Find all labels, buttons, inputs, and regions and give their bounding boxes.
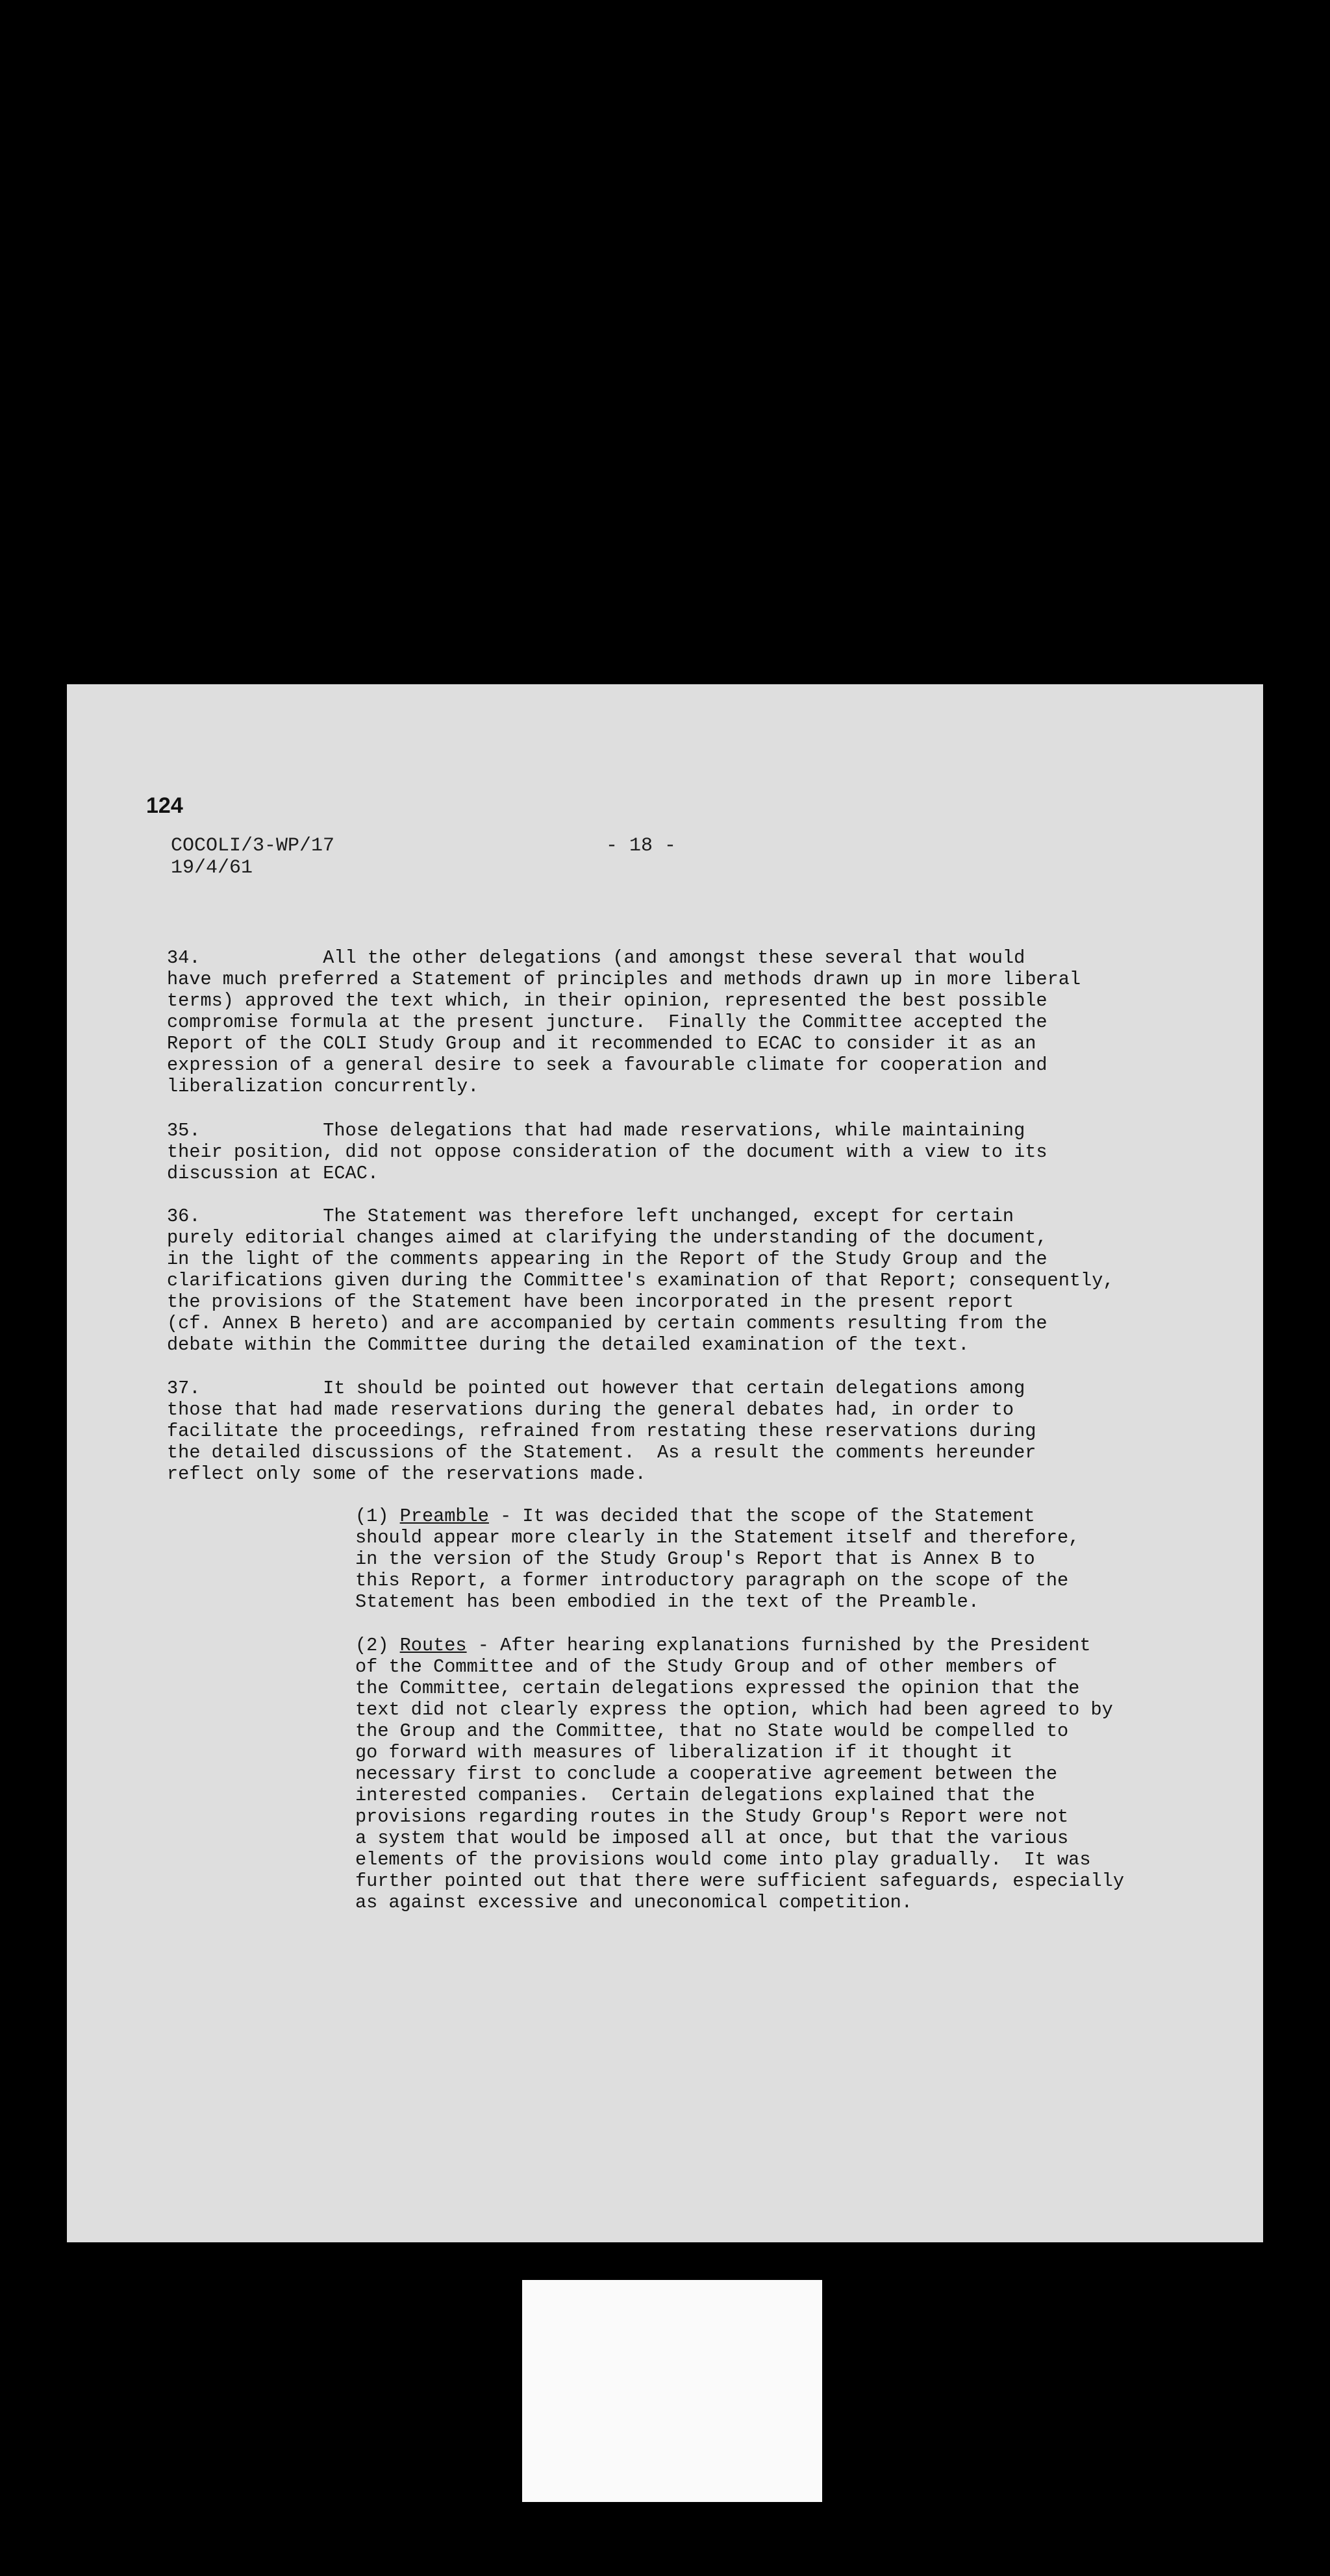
document-date: 19/4/61 (171, 857, 253, 879)
blank-target-card (522, 2280, 822, 2502)
paragraph-37: 37. It should be pointed out however that certain delegations among those that had made reservations during the general debates had, in order to facilitate the proceedings, refrained from restating these reservations during the detailed discussions of the Statement. As a result the comments hereunder reflect only some of the reservations made. (167, 1378, 1036, 1485)
reference-code: COCOLI/3-WP/17 (171, 835, 335, 857)
subparagraph-text: - It was decided that the scope of the Statement should appear more clearly in the Statement itself and therefore, in the version of the Study Group's Report that is Annex B to this Report, a former introductory paragraph on the scope of the Statement has been embodied in the text of the Preamble. (355, 1505, 1080, 1613)
subparagraph-heading: Routes (399, 1635, 467, 1656)
page-number: 124 (146, 793, 183, 818)
paragraph-35: 35. Those delegations that had made reservations, while maintaining their position, did not oppose consideration of the document with a view to its discussion at ECAC. (167, 1120, 1048, 1184)
subparagraph-routes (355, 1635, 1124, 1913)
subparagraph-number: (2) (355, 1635, 400, 1656)
subparagraph-number: (1) (355, 1505, 400, 1527)
subparagraph-text: - After hearing explanations furnished by the President of the Committee and of the Study Group and of other members of the Committee, certain delegations expressed the opinion that the text did not clearly express the option, which had been agreed to by the Group and the Committee, that no State would be compelled to go forward with measures of liberalization if it thought it necessary first to conclude a cooperative agreement between the interested companies. Certain delegations explained that the provisions regarding routes in the Study Group's Report were not a system that would be imposed all at once, but that the various elements of the provisions would come into play gradually. It was further pointed out that there were sufficient safeguards, especially as against excessive and uneconomical competition. (355, 1635, 1124, 1913)
subparagraph-preamble (355, 1505, 1079, 1613)
document-reference (171, 835, 334, 879)
page-label: - 18 - (606, 835, 677, 857)
subparagraph-heading: Preamble (399, 1505, 489, 1527)
paragraph-34: 34. All the other delegations (and amongst these several that would have much preferred a Statement of principles and methods drawn up in more liberal terms) approved the text which, in their opinion, represented the best possible compromise formula at the present juncture. Finally the Committee accepted the Report of the COLI Study Group and it recommended to ECAC to consider it as an expression of a general desire to seek a favourable climate for cooperation and liberalization concurrently. (167, 947, 1081, 1097)
paragraph-36: 36. The Statement was therefore left unchanged, except for certain purely editorial changes aimed at clarifying the understanding of the document, in the light of the comments appearing in the Report of the Study Group and the clarifications given during the Committee's examination of that Report; consequently, the provisions of the Statement have been incorporated in the present report (cf. Annex B hereto) and are accompanied by certain comments resulting from the debate within the Committee during the detailed examination of the text. (167, 1206, 1114, 1356)
document-page (67, 684, 1263, 2242)
